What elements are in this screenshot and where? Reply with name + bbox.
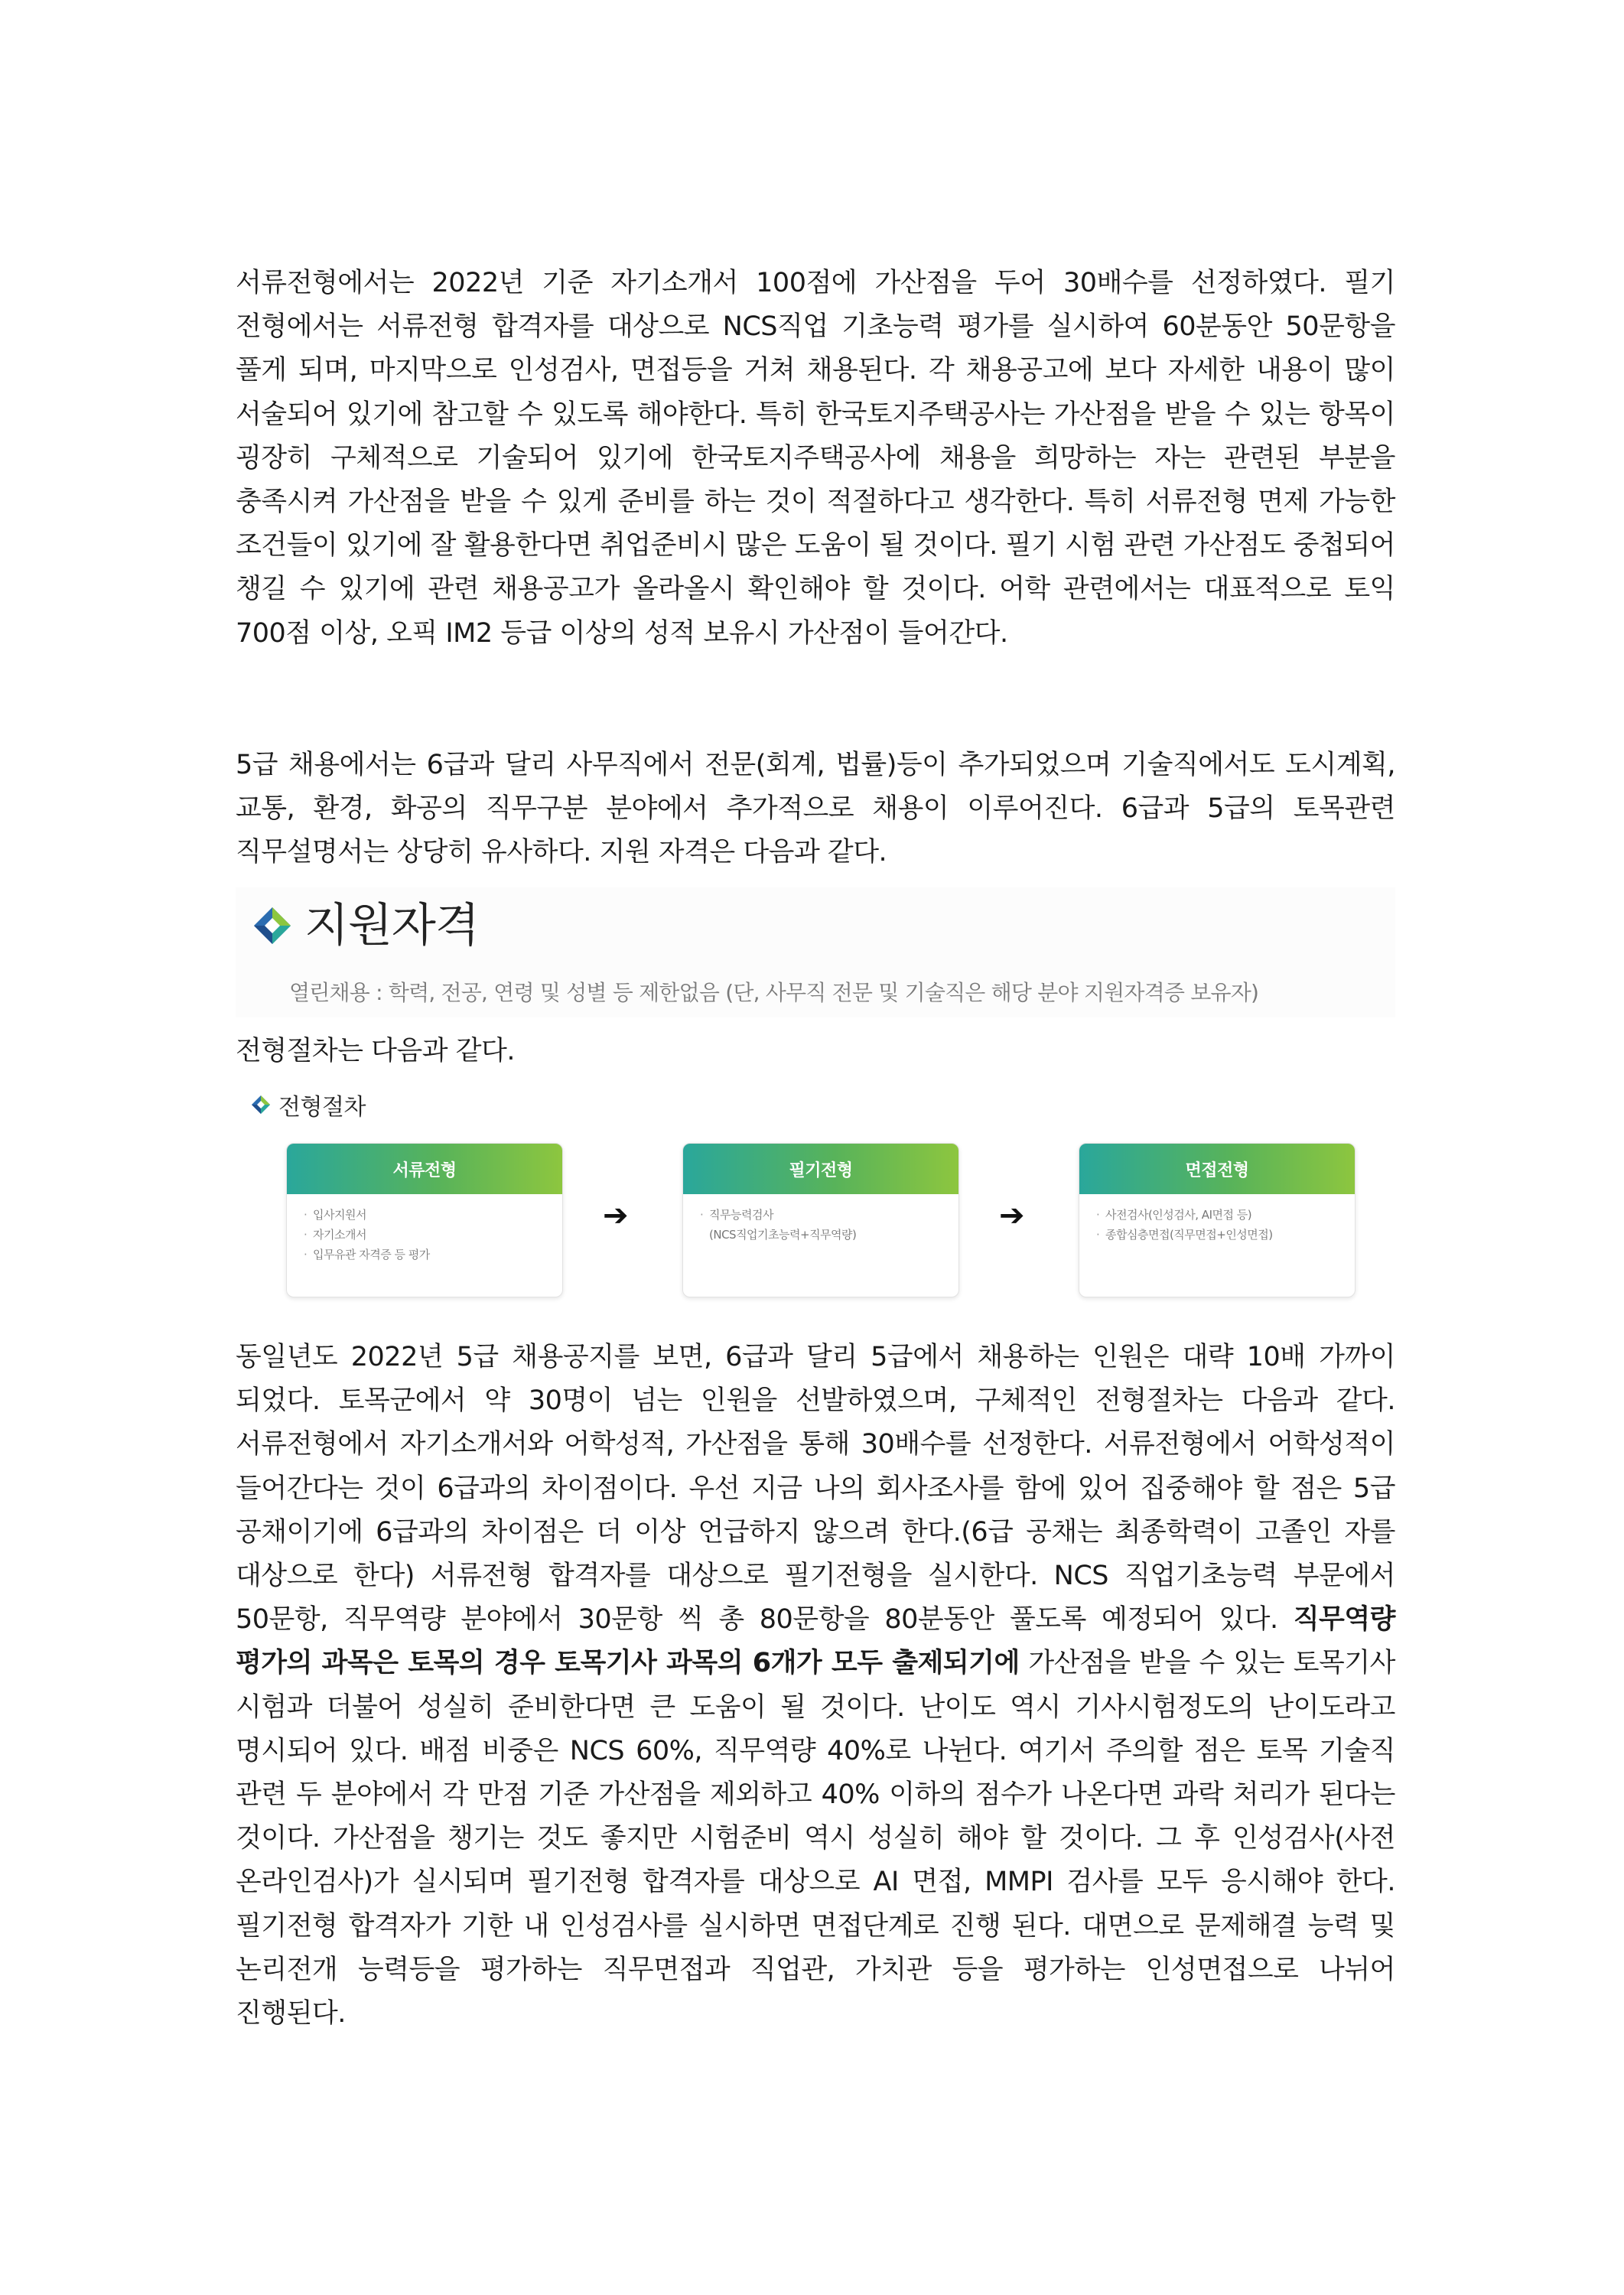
- paragraph-document-screening: 서류전형에서는 2022년 기준 자기소개서 100점에 가산점을 두어 30배수를 선정하였다. 필기 전형에서는 서류전형 합격자를 대상으로 NCS직업 기초능력 평가를 실시하여 60분동안 50문항을 풀게 되며, 마지막으로 인성검사, 면접등을 거쳐 채용된다. 각 채용공고에 보다 자세한 내용이 많이 서술되어 있기에 참고할 수 있도록 해야한다. 특히 한국토지주택공사는 가산점을 받을 수 있는 항목이 굉장히 구체적으로 기술되어 있기에 한국토지주택공사에 채용을 희망하는 자는 관련된 부분을 충족시켜 가산점을 받을 수 있게 준비를 하는 것이 적절하다고 생각한다. 특히 서류전형 면제 가능한 조건들이 있기에 잘 활용한다면 취업준비시 많은 도움이 될 것이다. 필기 시험 관련 가산점도 중첩되어 챙길 수 있기에 관련 채용공고가 올라올시 확인해야 할 것이다. 어학 관련에서는 대표적으로 토익 700점 이상, 오픽 IM2 등급 이상의 성적 보유시 가산점이 들어간다.: [236, 268, 1395, 649]
- card-item: · 입사지원서: [304, 1205, 550, 1225]
- procedure-card-interview: [1079, 1143, 1356, 1297]
- card-item: · 종합심층면접(직무면접+인성면접): [1096, 1225, 1342, 1245]
- paragraph-grade5-recruitment: 5급 채용에서는 6급과 달리 사무직에서 전문(회계, 법률)등이 추가되었으며 기술직에서도 도시계획, 교통, 환경, 화공의 직무구분 분야에서 추가적으로 채용이 이루어진다. 6급과 5급의 토목관련 직무설명서는 상당히 유사하다. 지원 자격은 다음과 같다.: [236, 750, 1395, 868]
- card-item-list: [287, 1205, 562, 1265]
- arrow-right-icon: ➔: [999, 1198, 1025, 1233]
- diamond-logo-icon: [252, 906, 292, 946]
- procedure-figure: [236, 1083, 1395, 1305]
- card-title: 면접전형: [1079, 1144, 1355, 1194]
- procedure-header: [251, 1089, 366, 1120]
- bullet-icon: ·: [1096, 1208, 1100, 1222]
- paragraph-grade5-procedure: 동일년도 2022년 5급 채용공지를 보면, 6급과 달리 5급에서 채용하는 인원은 대략 10배 가까이 되었다. 토목군에서 약 30명이 넘는 인원을 선발하였으며, 구체적인 전형절차는 다음과 같다. 서류전형에서 자기소개서와 어학성적, 가산점을 통해 30배수를 선정한다. 서류전형에서 어학성적이 들어간다는 것이 6급과의 차이점이다. 우선 지금 나의 회사조사를 함에 있어 집중해야 할 점은 5급 공채이기에 6급과의 차이점은 더 이상 언급하지 않으려 한다.(6급 공채는 최종학력이 고졸인 자를 대상으로 한다) 서류전형 합격자를 대상으로 필기전형을 실시한다. NCS 직업기초능력 부문에서 50문항, 직무역량 분야에서 30문항 씩 총 80문항을 80분동안 풀도록 예정되어 있다. 직무역량 평가의 과목은 토목의 경우 토목기사 과목의 6개가 모두 출제되기에 가산점을 받을 수 있는 토목기사 시험과 더불어 성실히 준비한다면 큰 도움이 될 것이다. 난이도 역시 기사시험정도의 난이도라고 명시되어 있다. 배점 비중은 NCS 60%, 직무역량 40%로 나뉜다. 여기서 주의할 점은 토목 기술직 관련 두 분야에서 각 만점 기준 가산점을 제외하고 40% 이하의 점수가 나온다면 과락 처리가 된다는 것이다. 가산점을 챙기는 것도 좋지만 시험준비 역시 성실히 해야 할 것이다. 그 후 인성검사(사전 온라인검사)가 실시되며 필기전형 합격자를 대상으로 AI 면접, MMPI 검사를 모두 응시해야 한다. 필기전형 합격자가 기한 내 인성검사를 실시하면 면접단계로 진행 된다. 대면으로 문제해결 능력 및 논리전개 능력등을 평가하는 직무면접과 직업관, 가치관 등을 평가하는 인성면접으로 나뉘어 진행된다.: [236, 1342, 1395, 2030]
- card-item: · 사전검사(인성검사, AI면접 등): [1096, 1205, 1342, 1225]
- paragraph-procedure-intro: 전형절차는 다음과 같다.: [236, 1036, 515, 1066]
- eligibility-text: 열린채용 : 학력, 전공, 연령 및 성별 등 제한없음 (단, 사무직 전문 및 기술직은 해당 분야 지원자격증 보유자): [289, 980, 1259, 1005]
- eligibility-figure: [236, 887, 1395, 1017]
- bullet-icon: ·: [700, 1208, 704, 1222]
- card-item: · 자기소개서: [304, 1225, 550, 1245]
- card-item-list: [683, 1205, 958, 1245]
- diamond-logo-icon: [251, 1095, 271, 1115]
- arrow-right-icon: ➔: [603, 1198, 629, 1233]
- procedure-title: 전형절차: [278, 1094, 366, 1121]
- bullet-icon: ·: [304, 1208, 308, 1222]
- eligibility-title: 지원자격: [304, 899, 479, 952]
- procedure-card-written: [682, 1143, 959, 1297]
- card-title: 필기전형: [683, 1144, 958, 1194]
- card-title: 서류전형: [287, 1144, 562, 1194]
- bold-emphasis: 직무역량 평가의 과목은 토목의 경우 토목기사 과목의 6개가 모두 출제되기에: [236, 1604, 1395, 1679]
- bullet-icon: ·: [304, 1228, 308, 1242]
- card-item-list: [1079, 1205, 1355, 1245]
- card-item: · 직무능력검사 (NCS직업기초능력+직무역량): [700, 1205, 946, 1245]
- bullet-icon: ·: [1096, 1228, 1100, 1242]
- bullet-icon: ·: [304, 1248, 308, 1261]
- procedure-card-document: [286, 1143, 563, 1297]
- card-item: · 입무유관 자격증 등 평가: [304, 1245, 550, 1265]
